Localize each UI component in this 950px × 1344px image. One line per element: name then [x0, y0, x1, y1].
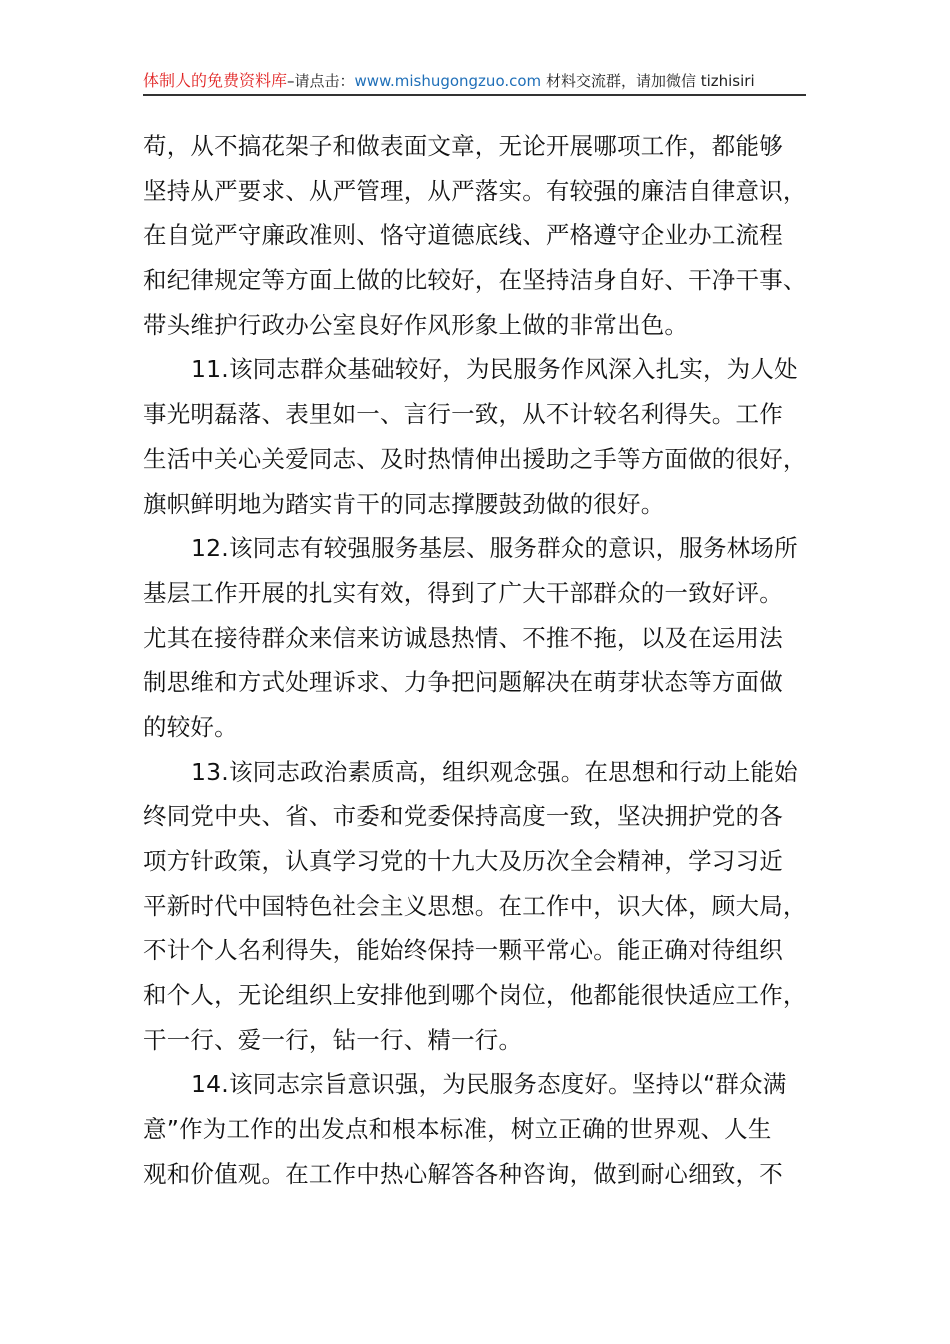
text-line: 带头维护行政办公室良好作风形象上做的非常出色。 [143, 310, 689, 339]
text-line: 生活中关心关爱同志、及时热情伸出援助之手等方面做的很好， [143, 444, 807, 473]
text-line: 11.该同志群众基础较好，为民服务作风深入扎实，为人处 [191, 355, 798, 384]
text-line: 平新时代中国特色社会主义思想。在工作中，识大体，顾大局， [143, 891, 807, 920]
text-line: 意”作为工作的出发点和根本标准，树立正确的世界观、人生 [143, 1115, 772, 1144]
text-line: 的较好。 [143, 712, 238, 741]
document-body [143, 124, 823, 1197]
text-line: 尤其在接待群众来信来访诚恳热情、不推不拖，以及在运用法 [143, 623, 783, 652]
site-url-link[interactable]: www.mishugongzuo.com [354, 72, 542, 90]
text-line: 不计个人名利得失，能始终保持一颗平常心。能正确对待组织 [143, 936, 783, 965]
text-line: 旗帜鲜明地为踏实肯干的同志撑腰鼓劲做的很好。 [143, 489, 665, 518]
text-line: 坚持从严要求、从严管理，从严落实。有较强的廉洁自律意识， [143, 176, 807, 205]
page-header [143, 68, 806, 96]
text-line: 制思维和方式处理诉求、力争把问题解决在萌芽状态等方面做 [143, 668, 783, 697]
site-name: 体制人的免费资料库 [143, 71, 288, 90]
header-prompt: –请点击： [287, 72, 355, 90]
text-line: 和纪律规定等方面上做的比较好，在坚持洁身自好、干净干事、 [143, 266, 807, 295]
header-note: 材料交流群，请加微信 tizhisiri [541, 72, 755, 90]
text-line: 和个人，无论组织上安排他到哪个岗位，他都能很快适应工作， [143, 981, 807, 1010]
text-line: 12.该同志有较强服务基层、服务群众的意识，服务林场所 [191, 534, 798, 563]
text-line: 观和价值观。在工作中热心解答各种咨询，做到耐心细致，不 [143, 1159, 783, 1188]
text-line: 基层工作开展的扎实有效，得到了广大干部群众的一致好评。 [143, 578, 783, 607]
text-line: 终同党中央、省、市委和党委保持高度一致，坚决拥护党的各 [143, 802, 783, 831]
text-line: 14.该同志宗旨意识强，为民服务态度好。坚持以“群众满 [191, 1070, 787, 1099]
text-line: 事光明磊落、表里如一、言行一致，从不计较名利得失。工作 [143, 400, 783, 429]
text-line: 项方针政策，认真学习党的十九大及历次全会精神，学习习近 [143, 847, 783, 875]
text-line: 干一行、爱一行，钻一行、精一行。 [143, 1025, 523, 1054]
text-line: 苟，从不搞花架子和做表面文章，无论开展哪项工作，都能够 [143, 132, 783, 160]
text-line: 13.该同志政治素质高，组织观念强。在思想和行动上能始 [191, 757, 798, 786]
text-line: 在自觉严守廉政准则、恪守道德底线、严格遵守企业办工流程 [143, 221, 783, 250]
